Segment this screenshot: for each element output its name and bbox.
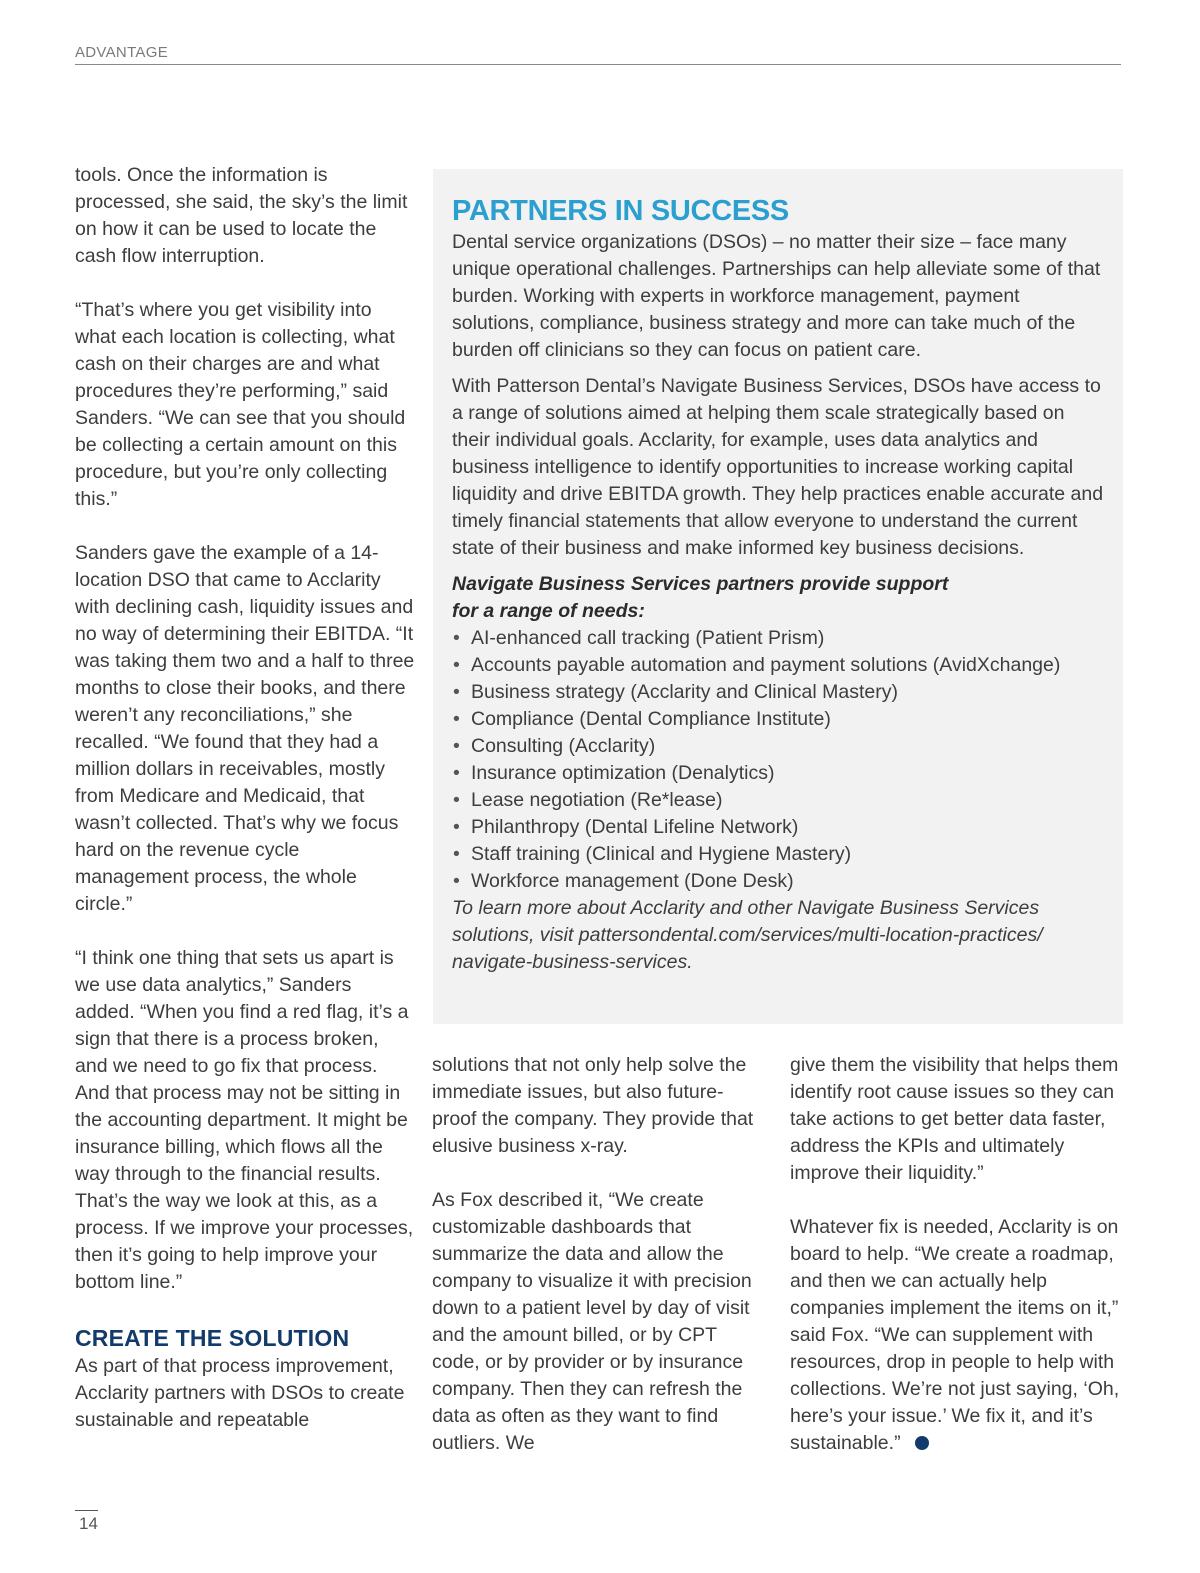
needs-list-item: • Philanthropy (Dental Lifeline Network): [452, 814, 1104, 841]
header-rule: [75, 64, 1121, 65]
body-paragraph: give them the visibility that helps them identify root cause issues so they can take actions to get better data faster, address the KPIs and ultimately improve their liquidity.”: [790, 1054, 1119, 1184]
needs-list-item: • Consulting (Acclarity): [452, 733, 1104, 760]
body-paragraph: tools. Once the information is processed, she said, the sky’s the limit on how it can be used to locate the cash flow interruption.: [75, 164, 408, 267]
body-paragraph: solutions that not only help solve the immediate issues, but also future-proof the company. They provide that elusive business x-ray.: [432, 1054, 754, 1157]
needs-list-lead: [452, 571, 1104, 625]
sidebar-title: PARTNERS IN SUCCESS: [452, 195, 789, 227]
needs-list-lead-line: for a range of needs:: [452, 600, 645, 622]
body-paragraph: “That’s where you get visibility into what each location is collecting, what cash on their charges are and what procedures they’re performing,” said Sanders. “We can see that you should be collecting a certain amount on this procedure, but you’re only collecting this.”: [75, 299, 406, 510]
left-column: [75, 162, 415, 1434]
body-paragraph: As part of that process improvement, Acclarity partners with DSOs to create sustainable and repeatable: [75, 1355, 405, 1431]
section-subhead: CREATE THE SOLUTION: [75, 1325, 350, 1351]
body-paragraph: As Fox described it, “We create customizable dashboards that summarize the data and allow the company to visualize it with precision down to a patient level by day of visit and the amount billed, or by CPT code, or by provider or by insurance company. Then they can refresh the data as often as they want to find outliers. We: [432, 1189, 752, 1454]
page-number: 14: [79, 1514, 98, 1533]
middle-column: [432, 1052, 762, 1457]
sidebar-paragraph: With Patterson Dental’s Navigate Business Services, DSOs have access to a range of solutions aimed at helping them scale strategically based on their individual goals. Acclarity, for example, uses data analytics and business intelligence to identify opportunities to increase working capital liquidity and drive EBITDA growth. They help practices enable accurate and timely financial statements that allow everyone to understand the current state of their business and make informed key business decisions.: [452, 375, 1104, 559]
needs-list-item: • Lease negotiation (Re*lease): [452, 787, 1104, 814]
right-column: [790, 1052, 1130, 1457]
needs-list-lead-line: Navigate Business Services partners provide support: [452, 573, 949, 595]
body-paragraph: “I think one thing that sets us apart is we use data analytics,” Sanders added. “When you find a red flag, it’s a sign that there is a process broken, and we need to go fix that process. And that process may not be sitting in the accounting department. It might be insurance billing, which flows all the way through to the financial results. That’s the way we look at this, as a process. If we improve your processes, then it’s going to help improve your bottom line.”: [75, 947, 414, 1293]
section-label: ADVANTAGE: [75, 44, 168, 61]
needs-list-item: • Compliance (Dental Compliance Institute): [452, 706, 1104, 733]
end-mark-icon: [915, 1436, 929, 1450]
folio-rule: [75, 1510, 98, 1511]
body-paragraph: Sanders gave the example of a 14-location DSO that came to Acclarity with declining cash, liquidity issues and no way of determining their EBITDA. “It was taking them two and a half to three months to close their books, and there weren’t any reconciliations,” she recalled. “We found that they had a million dollars in receivables, mostly from Medicare and Medicaid, that wasn’t collected. That’s why we focus hard on the revenue cycle management process, the whole circle.”: [75, 542, 415, 915]
needs-list-item: • Business strategy (Acclarity and Clinical Mastery): [452, 679, 1104, 706]
needs-list-item: • Staff training (Clinical and Hygiene Mastery): [452, 841, 1104, 868]
needs-list-item: • Insurance optimization (Denalytics): [452, 760, 1104, 787]
sidebar-paragraph: Dental service organizations (DSOs) – no matter their size – face many unique operational challenges. Partnerships can help alleviate some of that burden. Working with experts in workforce management, payment solutions, compliance, business strategy and more can take much of the burden off clinicians so they can focus on patient care.: [452, 231, 1101, 361]
sidebar-call-to-action: To learn more about Acclarity and other Navigate Business Services solutions, visit pattersondental.com/services/multi-location-practices/ navigate-business-services.: [452, 897, 1043, 973]
partners-sidebar: [433, 169, 1123, 1024]
body-paragraph-text: Whatever fix is needed, Acclarity is on board to help. “We create a roadmap, and then we can actually help companies implement the items on it,” said Fox. “We can supplement with resources, drop in people to help with collections. We’re not just saying, ‘Oh, here’s your issue.’ We fix it, and it’s sustainable.”: [790, 1216, 1120, 1454]
sidebar-body: [452, 229, 1104, 976]
needs-list: [452, 625, 1104, 895]
body-paragraph-final: [790, 1214, 1130, 1457]
needs-list-item: • AI-enhanced call tracking (Patient Prism): [452, 625, 1104, 652]
needs-list-item: • Accounts payable automation and payment solutions (AvidXchange): [452, 652, 1104, 679]
needs-list-item: • Workforce management (Done Desk): [452, 868, 1104, 895]
